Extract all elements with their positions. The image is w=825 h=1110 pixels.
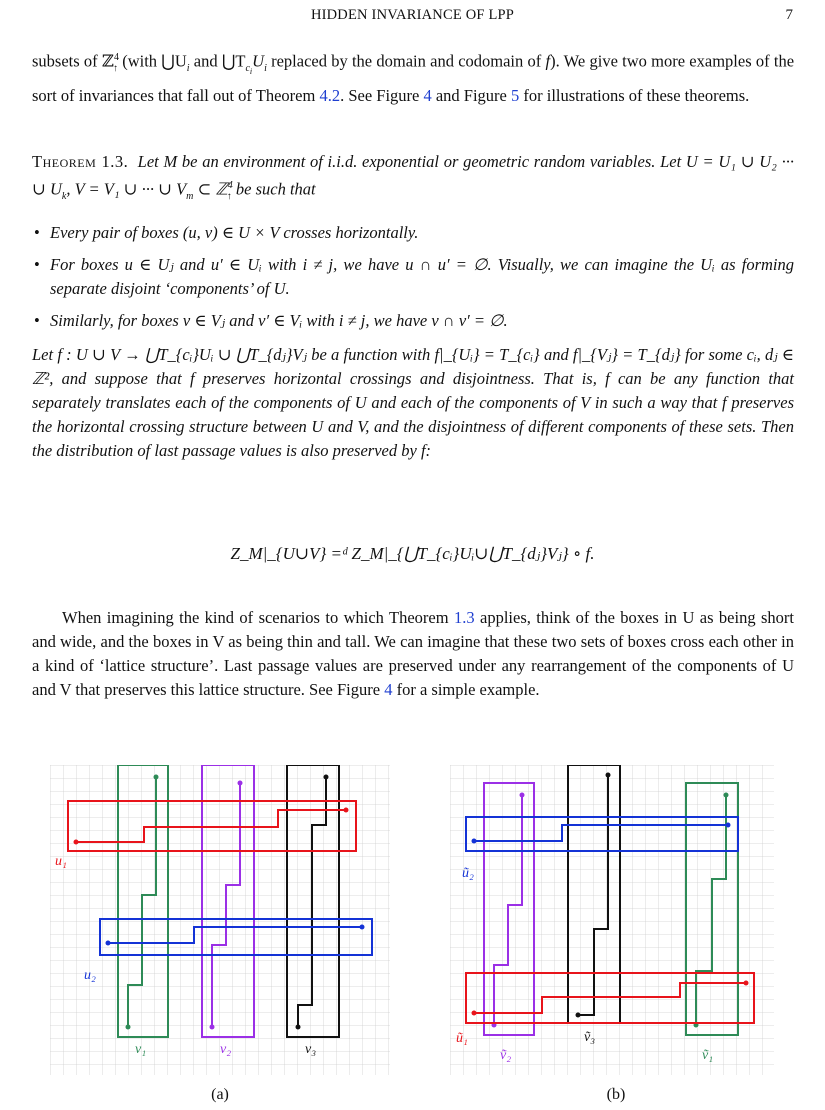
label-v1: v₁ [135, 1042, 147, 1057]
theorem-conclusion: Let f : U ∪ V → ⋃T_{cᵢ}Uᵢ ∪ ⋃T_{dⱼ}Vⱼ be a function with f|_{Uᵢ} = T_{cᵢ} and f|_{Vⱼ} = T_{dⱼ} for some cᵢ, dⱼ ∈ ℤ², and suppose that f preserves horizontal crossings and disjointness. That is, f can be any function that separately translates each of the components of U and each of the components of V in such a way that f preserves the horizontal crossing structure between U and V, and the disjointness of different components of these sets. Then the distribution of last passage values is also preserved by f: [32, 344, 794, 460]
label-v3: v₃ [305, 1042, 317, 1057]
intro-paragraph: subsets of ℤ$^4_↑$ (with $⋃U_i$ and $⋃T_{c_i}U_i$ replaced by the domain and codomain of f). We give two more examples of the sort of invariances that fall out of Theorem 4.2. See Figure 4 and Figure 5 for illustrations of these theorems. [32, 51, 795, 105]
caption-a: (a) [211, 1086, 229, 1103]
label-v1: ṽ₁ [702, 1048, 714, 1063]
panel-a-diagram [50, 765, 390, 1075]
label-u2: u₂ [84, 968, 96, 983]
display-equation: Z_M|_{U∪V} =ᵈ Z_M|_{⋃T_{cᵢ}Uᵢ∪⋃T_{dⱼ}Vⱼ} ∘ f. [230, 544, 595, 563]
figure-panel-a [50, 765, 390, 1080]
page-header [0, 7, 825, 29]
ref-figure-4[interactable]: 4 [423, 85, 432, 105]
panel-b-diagram [450, 765, 774, 1075]
condition-item: • Every pair of boxes (u, v) ∈ U × V crosses horizontally. [32, 221, 794, 245]
ref-figure-5[interactable]: 5 [511, 85, 520, 105]
theorem-label: Theorem 1.3. [32, 152, 129, 171]
label-u1: u₁ [55, 854, 67, 869]
label-u2: ũ₂ [462, 866, 474, 881]
label-v2: v₂ [220, 1042, 232, 1057]
ref-figure-4[interactable]: 4 [384, 680, 393, 699]
running-title: HIDDEN INVARIANCE OF LPP [310, 7, 515, 23]
condition-item: • Similarly, for boxes v ∈ Vⱼ and v′ ∈ Vᵢ with i ≠ j, we have v ∩ v′ = ∅. [32, 309, 794, 333]
page-number: 7 [785, 7, 793, 23]
caption-b: (b) [606, 1086, 626, 1103]
theorem-conditions [32, 221, 794, 333]
label-u1: ũ₁ [456, 1031, 468, 1046]
label-v2: ṽ₂ [500, 1048, 512, 1063]
figure-panel-b [450, 765, 774, 1080]
theorem-block: Theorem 1.3. Let M be an environment of i.i.d. exponential or geometric random variables. Let U = U₁ ∪ U₂ ··· ∪ $U_k$, V = V₁ ∪ ··· ∪ $V_m$ ⊂ ℤ$^4_↑$ be such that • Every pair of boxes (u, v) ∈ U × V crosses horizontally. • For boxes u ∈ Uⱼ and u′ ∈ Uᵢ with i ≠ j, we have u ∩ u′ = ∅. Visually, we can imagine the Uᵢ as forming separate disjoint ‘components’ of U. • Similarly, for boxes v ∈ Vⱼ and v′ ∈ Vᵢ with i ≠ j, we have v ∩ v′ = ∅. Let f : U ∪ V → ⋃T_{cᵢ}Uᵢ ∪ ⋃T_{dⱼ}Vⱼ be a function with f|_{Uᵢ} = T_{cᵢ} and f|_{Vⱼ} = T_{dⱼ} for some cᵢ, dⱼ ∈ ℤ², and suppose that f preserves horizontal crossings and disjointness. That is, f can be any function that separately translates each of the components of U and each of the components of V in such a way that f preserves the horizontal crossing structure between U and V, and the disjointness of different components of these sets. Then the distribution of last passage values is also preserved by f: [32, 150, 794, 463]
ref-theorem-4-2[interactable]: 4.2 [319, 85, 341, 105]
label-v3: ṽ₃ [584, 1030, 596, 1045]
discussion-paragraph: When imagining the kind of scenarios to which Theorem 1.3 applies, think of the boxes in U as being short and wide, and the boxes in V as being thin and tall. We can imagine that these two sets of boxes cross each other in a kind of ‘lattice structure’. Last passage values are preserved under any rearrangement of the components of U and V that preserves this lattice structure. See Figure 4 for a simple example. [32, 608, 794, 699]
ref-theorem-1-3[interactable]: 1.3 [453, 608, 475, 627]
condition-item: • For boxes u ∈ Uⱼ and u′ ∈ Uᵢ with i ≠ j, we have u ∩ u′ = ∅. Visually, we can imagine the Uᵢ as forming separate disjoint ‘components’ of U. [32, 253, 794, 301]
